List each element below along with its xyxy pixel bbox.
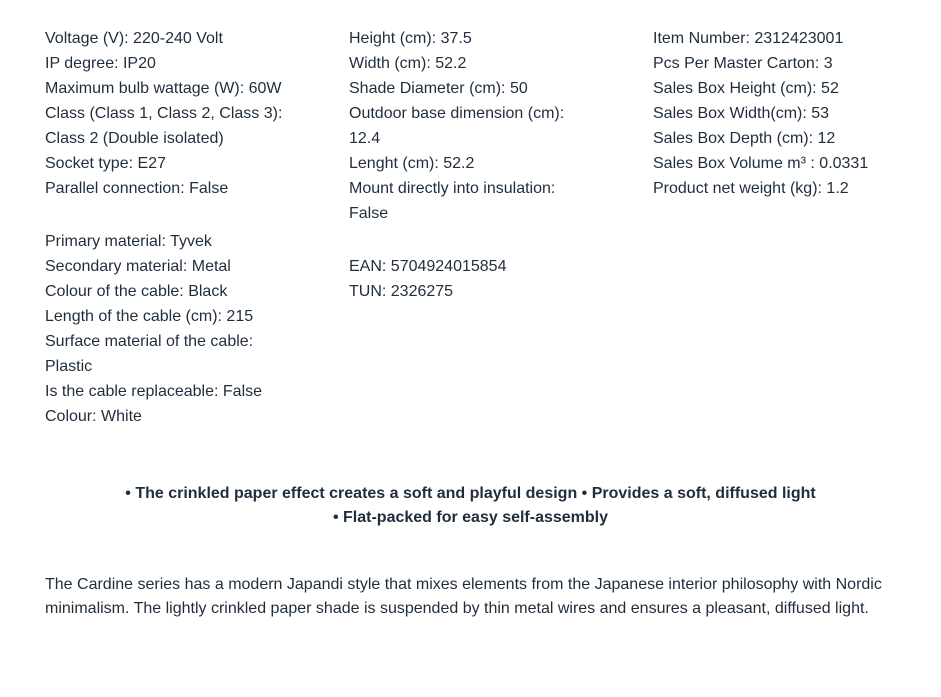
feature-row-2: • Flat-packed for easy self-assembly: [332, 509, 609, 526]
spec-cable-replaceable: Is the cable replaceable: False: [45, 383, 263, 400]
description-line-1: The Cardine series has a modern Japandi style that mixes elements from the Japanese interior philosophy with Nordic: [45, 576, 882, 593]
spec-primary-material: Primary material: Tyvek: [45, 233, 212, 250]
spec-class-label: Class (Class 1, Class 2, Class 3):: [45, 105, 283, 122]
spec-ip-degree: IP degree: IP20: [45, 55, 156, 72]
spec-tun: TUN: 2326275: [349, 283, 454, 300]
spec-box-volume: Sales Box Volume m³ : 0.0331: [653, 155, 869, 172]
spec-shade-diameter: Shade Diameter (cm): 50: [349, 80, 528, 97]
spec-colour: Colour: White: [45, 408, 142, 425]
spec-mount-insulation-label: Mount directly into insulation:: [349, 180, 556, 197]
spec-cable-surface-label: Surface material of the cable:: [45, 333, 254, 350]
spec-column-electrical-and-material: [45, 26, 335, 429]
spec-voltage: Voltage (V): 220-240 Volt: [45, 30, 223, 47]
spec-cable-surface-value: Plastic: [45, 358, 93, 375]
spec-cable-length: Length of the cable (cm): 215: [45, 308, 254, 325]
spec-column-packaging: [653, 26, 925, 201]
spec-socket-type: Socket type: E27: [45, 155, 166, 172]
spacer: [349, 229, 639, 254]
spec-parallel-connection: Parallel connection: False: [45, 180, 229, 197]
feature-row-1: • The crinkled paper effect creates a soft and playful design • Provides a soft, diffused light: [125, 485, 816, 502]
spec-box-width: Sales Box Width(cm): 53: [653, 105, 830, 122]
spec-group-dimensions: [349, 26, 639, 226]
spec-group-material: [45, 229, 335, 429]
product-features: [0, 482, 941, 530]
spec-outdoor-base-label: Outdoor base dimension (cm):: [349, 105, 565, 122]
spec-ean: EAN: 5704924015854: [349, 258, 507, 275]
spec-cable-colour: Colour of the cable: Black: [45, 283, 228, 300]
description-line-2: minimalism. The lightly crinkled paper shade is suspended by thin metal wires and ensures a pleasant, diffused light.: [45, 600, 869, 617]
spec-mount-insulation-value: False: [349, 205, 389, 222]
spec-box-height: Sales Box Height (cm): 52: [653, 80, 839, 97]
spec-height: Height (cm): 37.5: [349, 30, 472, 47]
spec-item-number: Item Number: 2312423001: [653, 30, 844, 47]
spec-net-weight: Product net weight (kg): 1.2: [653, 180, 849, 197]
spec-pcs-per-carton: Pcs Per Master Carton: 3: [653, 55, 833, 72]
spec-length: Lenght (cm): 52.2: [349, 155, 475, 172]
spec-outdoor-base-value: 12.4: [349, 130, 381, 147]
spec-secondary-material: Secondary material: Metal: [45, 258, 231, 275]
spec-column-dimensions: [349, 26, 639, 304]
spec-max-bulb-wattage: Maximum bulb wattage (W): 60W: [45, 80, 282, 97]
spec-class-value: Class 2 (Double isolated): [45, 130, 224, 147]
spacer: [45, 201, 335, 229]
spec-width: Width (cm): 52.2: [349, 55, 467, 72]
spec-group-codes: [349, 254, 639, 304]
spec-group-electrical: [45, 26, 335, 201]
spec-group-packaging: [653, 26, 925, 201]
spec-box-depth: Sales Box Depth (cm): 12: [653, 130, 836, 147]
product-description: [45, 573, 925, 621]
